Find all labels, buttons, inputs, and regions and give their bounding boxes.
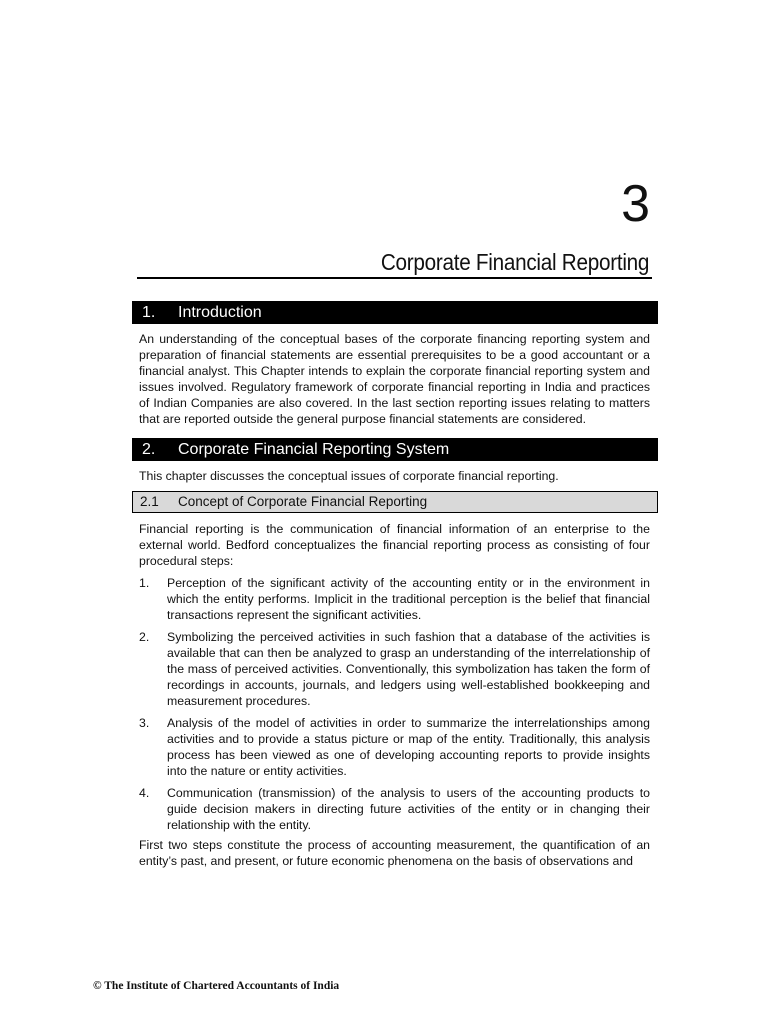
section-heading-introduction: [132, 301, 658, 324]
section-title: Corporate Financial Reporting System: [178, 441, 450, 458]
list-marker: 3.: [139, 716, 150, 730]
list-item: [139, 629, 650, 709]
section-number: 2.: [142, 441, 156, 458]
chapter-title: Corporate Financial Reporting: [380, 249, 649, 275]
list-item: [139, 785, 650, 833]
list-marker: 2.: [139, 630, 150, 644]
list-item: [139, 575, 650, 623]
copyright-footer: © The Institute of Chartered Accountants of India: [93, 980, 340, 992]
closing-paragraph: First two steps constitute the process of accounting measurement, the quantification of an entity’s past, and present, or future economic phenomena on the basis of observations and: [139, 838, 650, 868]
section-number: 1.: [142, 304, 156, 321]
concept-intro-paragraph: Financial reporting is the communication of financial information of an enterprise to the external world. Bedford conceptualizes the financial reporting process as consisting of four procedural steps:: [139, 522, 650, 568]
subsection-number: 2.1: [140, 494, 159, 509]
list-item-text: Analysis of the model of activities in order to summarize the interrelationships among activities and to provide a status picture or map of the entity. Traditionally, this analysis process has been viewed as one of developing accounting reports to provide insights into the nature or entity activities.: [167, 716, 650, 778]
introduction-paragraph: An understanding of the conceptual bases of the corporate financing reporting system and preparation of financial statements are essential prerequisites to be a good accountant or a financial analyst. This Chapter intends to explain the corporate financial reporting system and issues involved. Regulatory framework of corporate financial reporting in India and practices of Indian Companies are also covered. In the last section reporting issues relating to matters that are reported outside the general purpose financial statements are considered.: [139, 332, 650, 426]
chapter-number: 3: [621, 175, 650, 233]
procedural-steps-list: [139, 575, 650, 839]
list-item-text: Perception of the significant activity of the accounting entity or in the environment in which the entity performs. Implicit in the traditional perception is the belief that financial transactions represent the significant activities.: [167, 576, 650, 622]
subsection-heading-concept: [132, 491, 658, 513]
reporting-system-paragraph: This chapter discusses the conceptual issues of corporate financial reporting.: [139, 469, 559, 483]
section-heading-reporting-system: [132, 438, 658, 461]
list-item-text: Symbolizing the perceived activities in such fashion that a database of the activities is available that can then be analyzed to grasp an understanding of the interrelationship of the mass of perceived activities. Conventionally, this symbolization has taken the form of recordings in accounts, journals, and ledgers using well-established bookkeeping and measurement procedures.: [167, 630, 650, 708]
section-title: Introduction: [178, 304, 262, 321]
list-marker: 4.: [139, 786, 150, 800]
list-item-text: Communication (transmission) of the analysis to users of the accounting products to guide decision makers in directing future activities of the entity or in changing their relationship with the entity.: [167, 786, 650, 832]
list-marker: 1.: [139, 576, 150, 590]
list-item: [139, 715, 650, 779]
title-rule: [137, 277, 652, 279]
subsection-title: Concept of Corporate Financial Reporting: [178, 494, 428, 509]
